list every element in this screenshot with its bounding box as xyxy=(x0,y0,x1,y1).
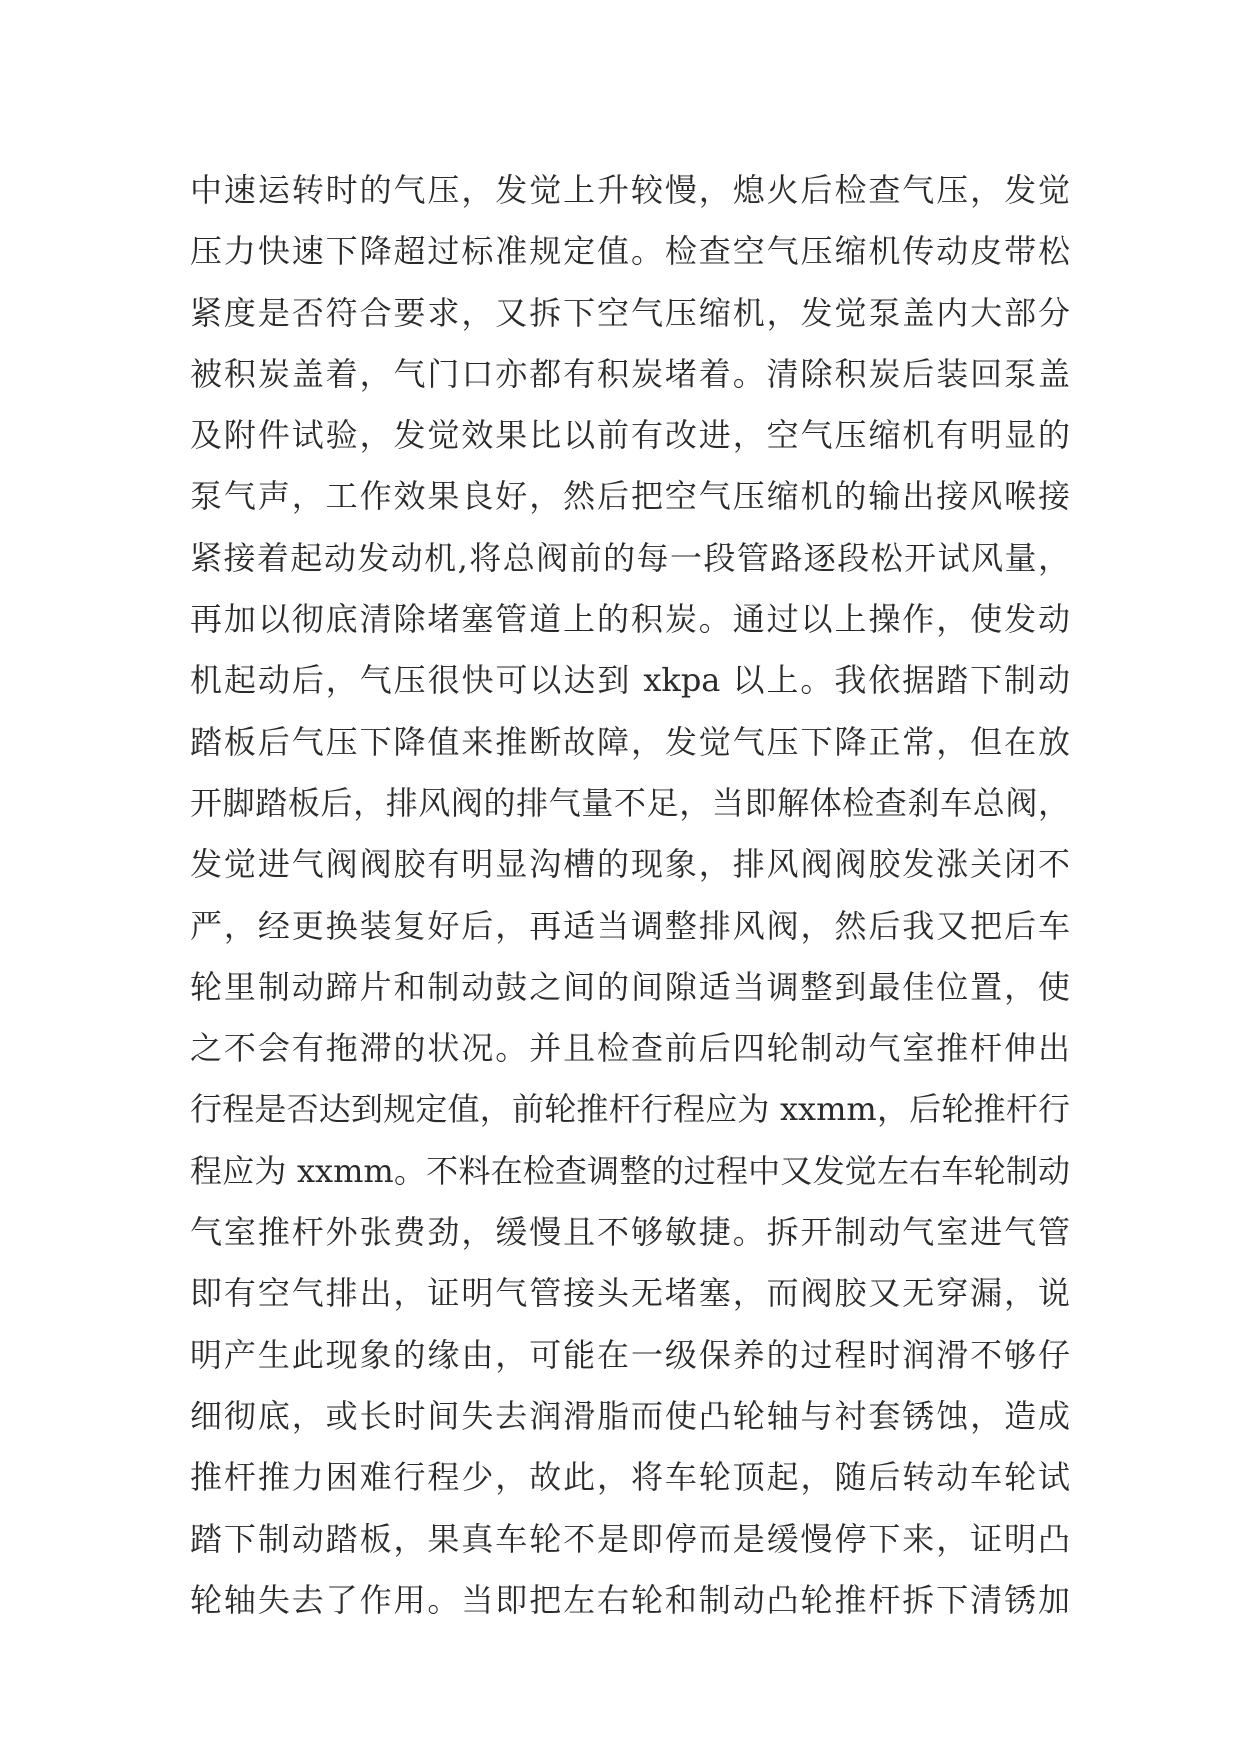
text-line: 紧度是否符合要求，又拆下空气压缩机，发觉泵盖内大部分 xyxy=(190,293,1070,332)
text-line: 明产生此现象的缘由，可能在一级保养的过程时润滑不够仔 xyxy=(190,1335,1070,1374)
text-line: 开脚踏板后，排风阀的排气量不足，当即解体检查刹车总阀， xyxy=(190,783,1070,822)
text-line: 轮轴失去了作用。当即把左右轮和制动凸轮推杆拆下清锈加 xyxy=(190,1580,1070,1619)
text-line: 气室推杆外张费劲，缓慢且不够敏捷。拆开制动气室进气管 xyxy=(190,1213,1070,1252)
text-line: 泵气声，工作效果良好，然后把空气压缩机的输出接风喉接 xyxy=(190,477,1070,516)
text-line: 行程是否达到规定值，前轮推杆行程应为 xxmm，后轮推杆行 xyxy=(190,1090,1070,1129)
text-line: 踏下制动踏板，果真车轮不是即停而是缓慢停下来，证明凸 xyxy=(190,1519,1070,1558)
text-line: 程应为 xxmm。不料在检查调整的过程中又发觉左右车轮制动 xyxy=(190,1151,1070,1190)
text-line: 再加以彻底清除堵塞管道上的积炭。通过以上操作，使发动 xyxy=(190,600,1070,639)
text-line: 之不会有拖滞的状况。并且检查前后四轮制动气室推杆伸出 xyxy=(190,1029,1070,1068)
text-line: 细彻底，或长时间失去润滑脂而使凸轮轴与衬套锈蚀，造成 xyxy=(190,1396,1070,1435)
text-line: 严，经更换装复好后，再适当调整排风阀，然后我又把后车 xyxy=(190,906,1070,945)
text-line: 中速运转时的气压，发觉上升较慢，熄火后检查气压，发觉 xyxy=(190,171,1070,209)
text-line: 紧接着起动发动机,将总阀前的每一段管路逐段松开试风量， xyxy=(190,538,1070,577)
text-line: 机起动后，气压很快可以达到 xkpa 以上。我依据踏下制动 xyxy=(190,661,1070,700)
text-line: 被积炭盖着，气门口亦都有积炭堵着。清除积炭后装回泵盖 xyxy=(190,354,1070,393)
text-line: 踏板后气压下降值来推断故障，发觉气压下降正常，但在放 xyxy=(190,722,1070,761)
text-line: 推杆推力困难行程少，故此，将车轮顶起，随后转动车轮试 xyxy=(190,1458,1070,1497)
text-line: 即有空气排出，证明气管接头无堵塞，而阀胶又无穿漏，说 xyxy=(190,1274,1070,1313)
text-line: 发觉进气阀阀胶有明显沟槽的现象，排风阀阀胶发涨关闭不 xyxy=(190,845,1070,884)
text-line: 轮里制动蹄片和制动鼓之间的间隙适当调整到最佳位置，使 xyxy=(190,967,1070,1006)
body-text xyxy=(190,160,1070,1631)
text-line: 及附件试验，发觉效果比以前有改进，空气压缩机有明显的 xyxy=(190,416,1070,455)
text-line: 压力快速下降超过标准规定值。检查空气压缩机传动皮带松 xyxy=(190,232,1070,271)
